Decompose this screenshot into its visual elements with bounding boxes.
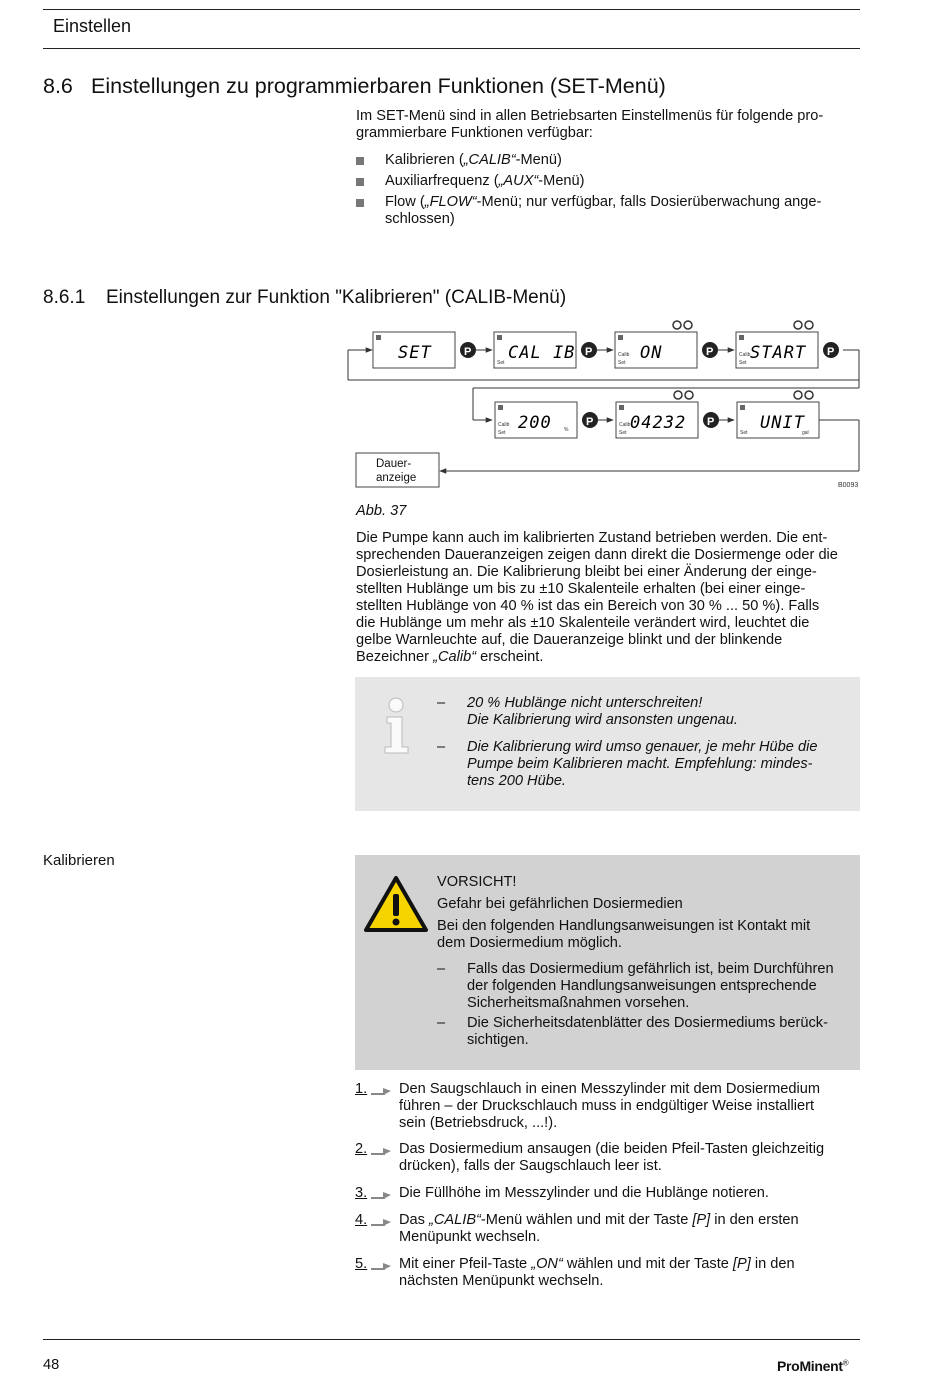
subsection-title: Einstellungen zur Funktion "Kalibrieren" (CALIB-Menü) (106, 287, 567, 308)
subsection-number: 8.6.1 (43, 287, 86, 308)
svg-text:Set: Set (497, 360, 505, 366)
calib-menu-diagram (340, 316, 870, 496)
lcd-display-unit (737, 391, 819, 438)
bullet-item: Auxiliarfrequenz („AUX“-Menü) (356, 173, 856, 190)
header-top-rule (43, 9, 860, 10)
svg-text:Calib: Calib (618, 352, 630, 358)
section-intro (356, 108, 856, 142)
lcd-display-counter (616, 391, 698, 438)
figure-code: B0093 (838, 482, 859, 489)
bullet-item: Kalibrieren („CALIB“-Menü) (356, 152, 856, 169)
svg-text:UNIT: UNIT (760, 413, 805, 433)
warning-triangle-icon (363, 875, 429, 933)
svg-text:Set: Set (619, 430, 627, 436)
svg-text:START: START (750, 343, 807, 363)
bullet-square-icon (356, 199, 364, 207)
lcd-display-calib (494, 332, 576, 368)
info-icon (381, 697, 413, 755)
lcd-display-set (373, 332, 455, 368)
subsection-heading (43, 287, 566, 309)
svg-text:P: P (585, 346, 593, 358)
svg-text:anzeige: anzeige (376, 472, 417, 484)
footer-rule (43, 1339, 860, 1340)
section-number: 8.6 (43, 74, 73, 98)
info-box: – 20 % Hublänge nicht unterschreiten! Die Kalibrierung wird ansonsten ungenau. – Die Kalibrierung wird umso genauer, je mehr Hübe die Pumpe beim Kalibrieren macht. Empfehlung: mindes- tens 200 Hübe. (355, 677, 860, 811)
step-arrow-icon (371, 1261, 391, 1271)
section-title: Einstellungen zu programmierbaren Funktionen (SET-Menü) (91, 74, 666, 98)
svg-text:P: P (586, 416, 594, 428)
lcd-display-200 (495, 402, 577, 438)
svg-text:ON: ON (640, 343, 663, 363)
warning-headline: Gefahr bei gefährlichen Dosiermedien (437, 896, 683, 912)
svg-text:CAL IB: CAL IB (508, 343, 576, 363)
header-title: Einstellen (53, 16, 132, 36)
svg-text:Calib: Calib (619, 422, 631, 428)
svg-text:Set: Set (498, 430, 506, 436)
step-arrow-icon (371, 1217, 391, 1227)
bullet-square-icon (356, 157, 364, 165)
dauer-anzeige-box (356, 453, 439, 487)
brand-logo: ProMinent® (777, 1358, 849, 1374)
lcd-display-on (615, 321, 697, 368)
svg-text:P: P (706, 346, 714, 358)
svg-text:Dauer-: Dauer- (376, 458, 412, 470)
svg-text:P: P (827, 346, 835, 358)
svg-text:Set: Set (739, 360, 747, 366)
svg-text:gal: gal (802, 430, 809, 436)
step-arrow-icon (371, 1146, 391, 1156)
svg-text:P: P (464, 346, 472, 358)
svg-text:P: P (707, 416, 715, 428)
lcd-display-start (736, 321, 818, 368)
svg-text:200: 200 (518, 413, 552, 433)
side-label: Kalibrieren (43, 852, 115, 869)
figure-caption: Abb. 37 (356, 503, 407, 519)
svg-text:04232: 04232 (630, 413, 687, 433)
body-paragraph: Die Pumpe kann auch im kalibrierten Zustand betrieben werden. Die ent- sprechenden Daueranzeigen zeigen dann direkt die Dosiermenge oder die Dosierleistung an. Die Kalibrierung bleibt bei einer Änderung der einge- stellten Hublänge um bis zu ±10 Skalenteile erhalten (bei einer einge- stellten Hublänge von 40 % ist das ein Bereich von 30 % ... 50 %). Falls die Hublänge um mehr als ±10 Skalenteile verändert wird, leuchtet die gelbe Warnleuchte auf, die Daueranzeige blinkt und der blinkende Bezeichner „Calib“ erscheint. (356, 530, 838, 665)
svg-text:Set: Set (618, 360, 626, 366)
warning-box: VORSICHT! Gefahr bei gefährlichen Dosiermedien Bei den folgenden Handlungsanweisungen ist Kontakt mit dem Dosiermedium möglich. – Falls das Dosiermedium gefährlich ist, beim Durchführen der folgenden Handlungsanweisungen entsprechende Sicherheitsmaßnahmen vorsehen. – Die Sicherheitsdatenblätter des Dosiermediums berück- sichtigen. (355, 855, 860, 1070)
step-arrow-icon (371, 1190, 391, 1200)
bullet-item: Flow („FLOW“-Menü; nur verfügbar, falls Dosierüberwachung ange- schlossen) (356, 194, 856, 228)
page-number: 48 (43, 1357, 60, 1373)
intro-line: grammierbare Funktionen verfügbar: (356, 125, 593, 141)
svg-text:Calib: Calib (739, 352, 751, 358)
svg-text:SET: SET (398, 343, 432, 363)
bullet-square-icon (356, 178, 364, 186)
step-arrow-icon (371, 1086, 391, 1096)
svg-text:Set: Set (740, 430, 748, 436)
section-heading (43, 74, 666, 99)
warning-signal: VORSICHT! (437, 874, 517, 890)
svg-text:%: % (564, 427, 569, 433)
svg-text:Calib: Calib (498, 422, 510, 428)
header-bottom-rule (43, 48, 860, 49)
intro-line: Im SET-Menü sind in allen Betriebsarten Einstellmenüs für folgende pro- (356, 108, 824, 124)
warning-text: Bei den folgenden Handlungsanweisungen ist Kontakt mit dem Dosiermedium möglich. (437, 918, 811, 951)
